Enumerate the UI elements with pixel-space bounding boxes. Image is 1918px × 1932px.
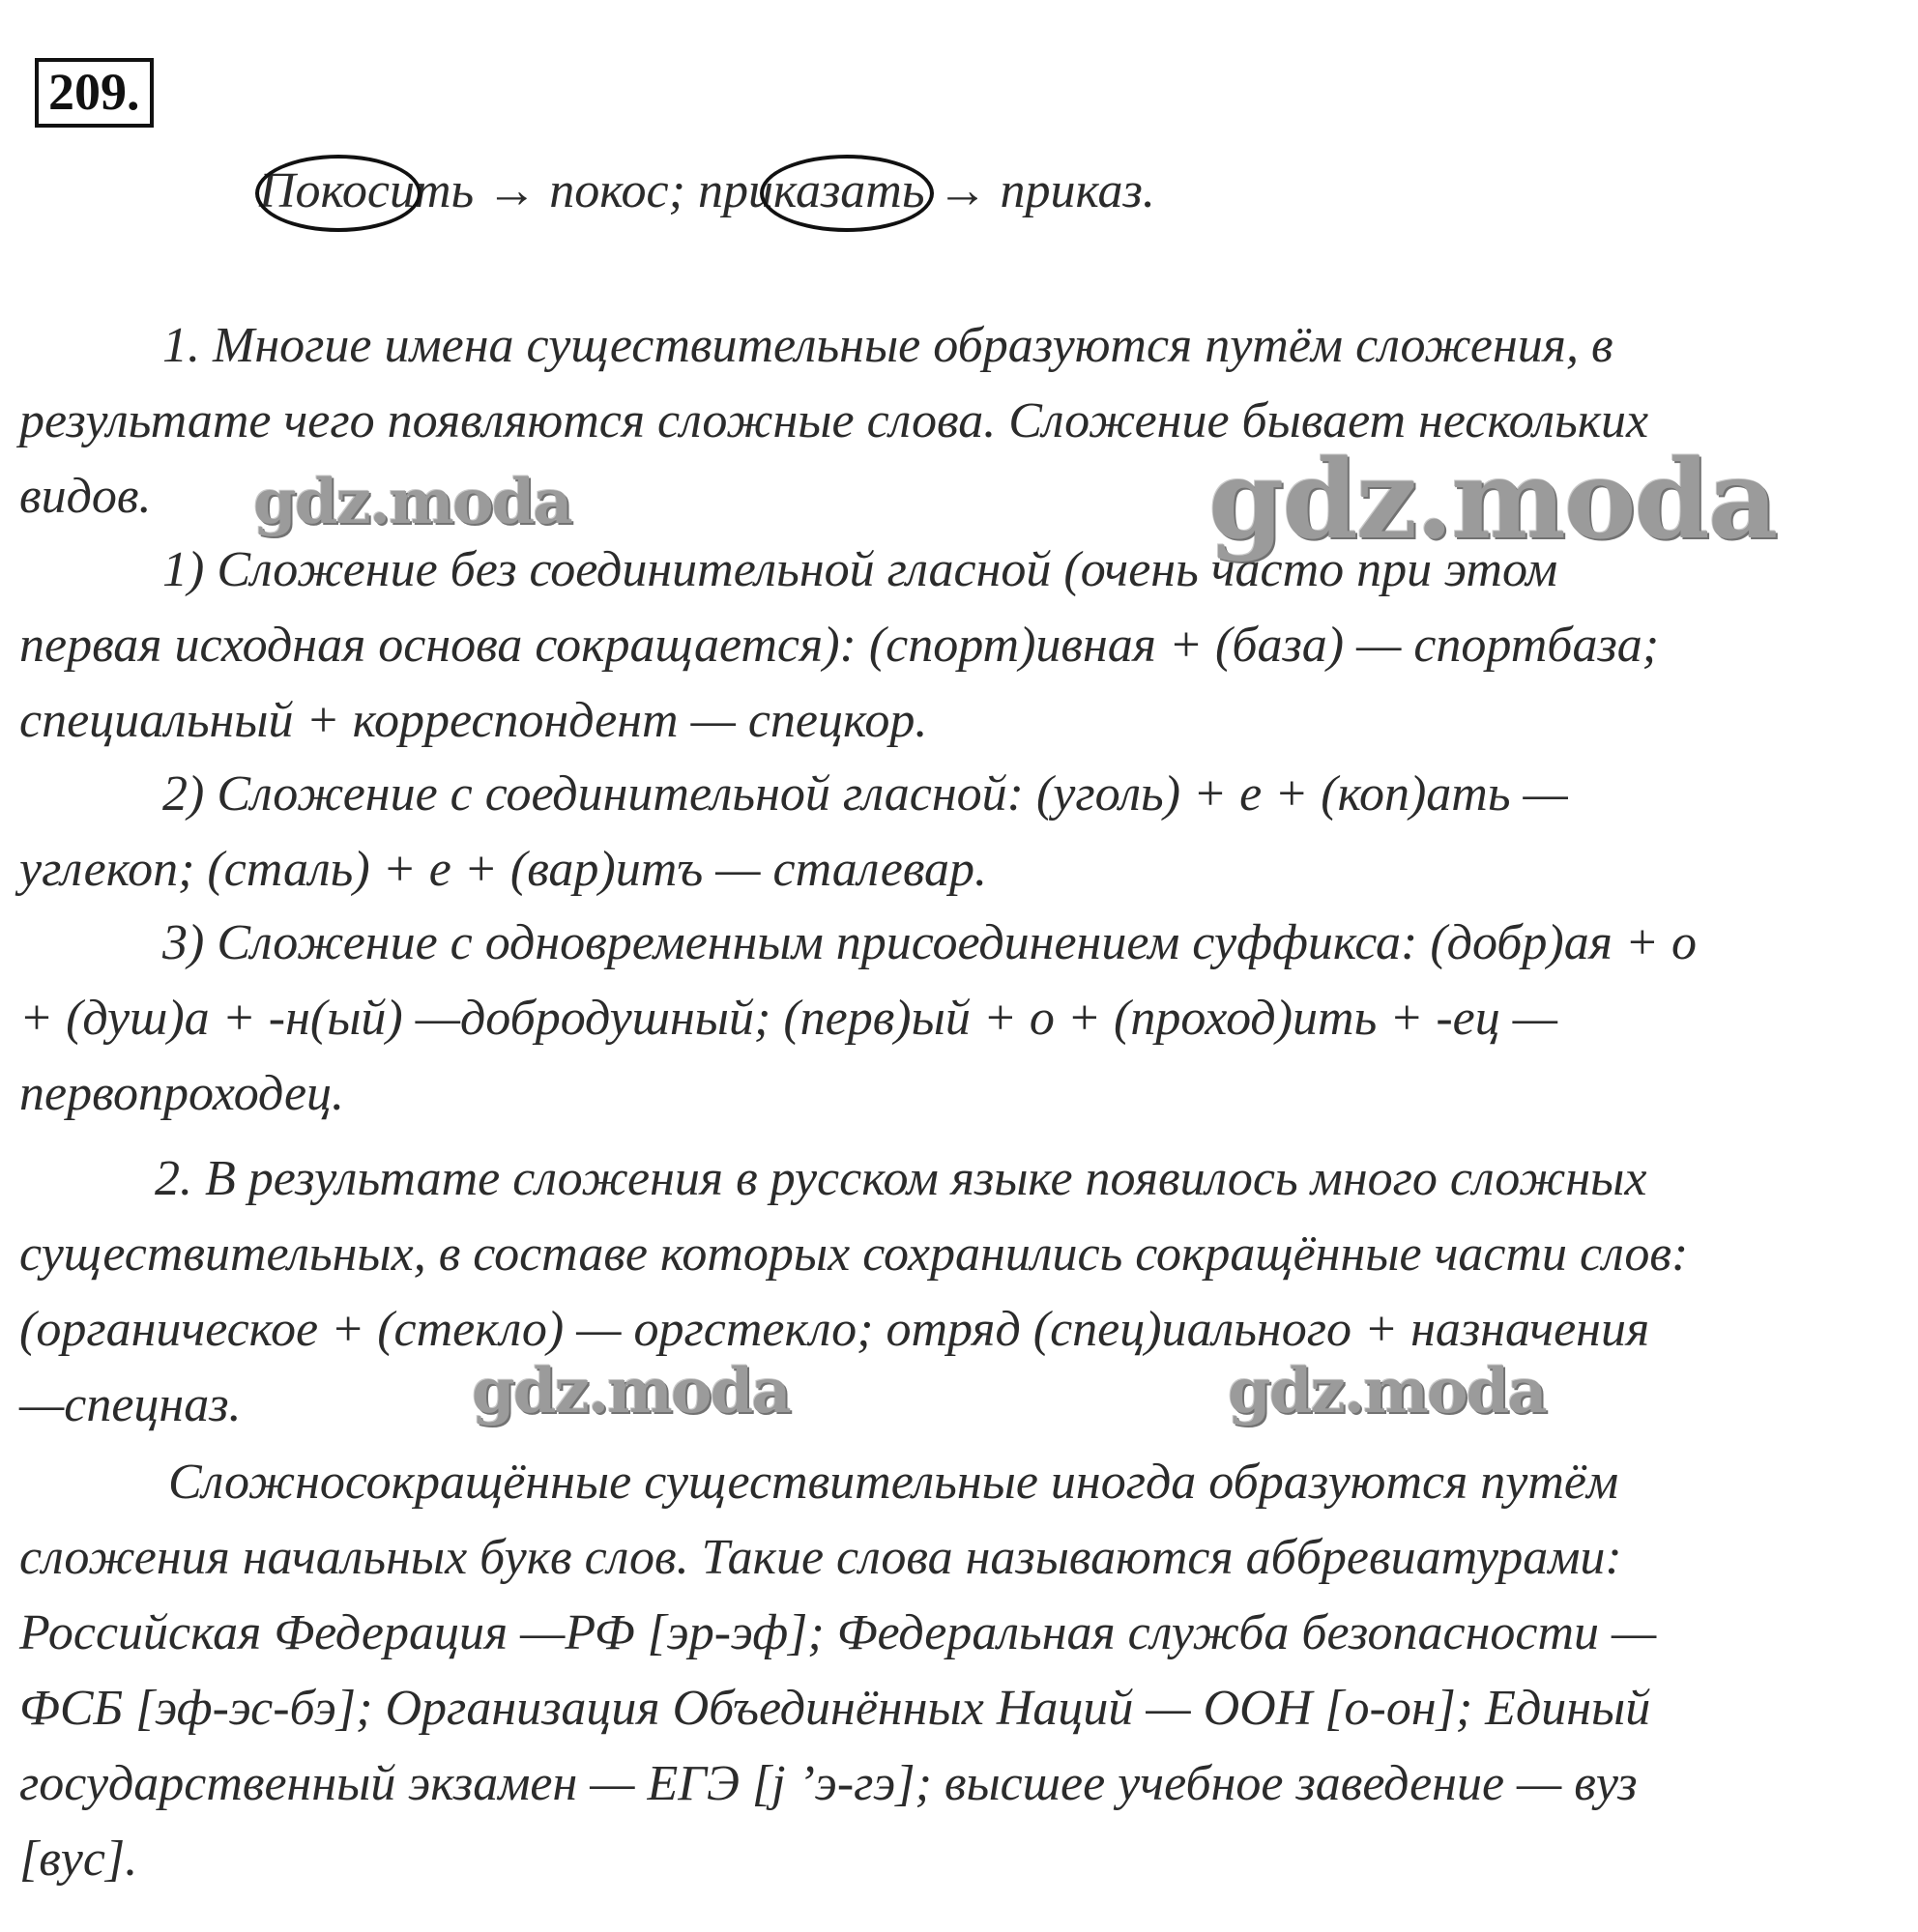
exercise-number: 209. [35, 58, 154, 128]
text-line: Российская Федерация —РФ [эр-эф]; Федеральная служба безопасности — [19, 1605, 1657, 1660]
text-line: первопроходец. [19, 1066, 345, 1121]
watermark: gdz.moda [472, 1355, 790, 1427]
text-line: видов. [19, 469, 152, 524]
watermark: gdz.moda [1208, 437, 1777, 563]
text-line: —спецназ. [19, 1377, 242, 1432]
text-line: специальный + корреспондент — спецкор. [19, 693, 928, 748]
text-line: (органическое + (стекло) — оргстекло; отряд (спец)иального + назначения [19, 1302, 1650, 1357]
text-line: 2) Сложение с соединительной гласной: (уголь) + е + (коп)ать — [162, 766, 1568, 822]
text-line: + (душ)а + -н(ый) —добродушный; (перв)ый + о + (проход)ить + -ец — [19, 991, 1557, 1046]
circled-word-pokos: Покос [259, 163, 390, 218]
ellipse-mark-1 [255, 155, 421, 232]
text-line: первая исходная основа сокращается): (спорт)ивная + (база) — спортбаза; [19, 618, 1660, 673]
circled-word-prikaz: приказ [697, 163, 841, 218]
text-line: государственный экзамен — ЕГЭ [j ’э-гэ]; высшее учебное заведение — вуз [19, 1756, 1638, 1811]
watermark: gdz.moda [253, 466, 571, 538]
watermark: gdz.moda [1228, 1355, 1546, 1427]
intro-text-1: ить → покос; [389, 163, 698, 218]
text-line: 3) Сложение с одновременным присоединением суффикса: (добр)ая + о [162, 915, 1697, 970]
text-line: углекоп; (сталь) + е + (вар)итъ — сталевар. [19, 842, 988, 897]
text-line: ФСБ [эф-эс-бэ]; Организация Объединённых Наций — ООН [о-он]; Единый [19, 1681, 1651, 1736]
text-line: сложения начальных букв слов. Такие слова называются аббревиатурами: [19, 1530, 1622, 1585]
text-line: 1) Сложение без соединительной гласной (очень часто при этом [162, 542, 1558, 597]
intro-text-2: ать → приказ. [840, 163, 1155, 218]
text-line: существительных, в составе которых сохранились сокращённые части слов: [19, 1226, 1689, 1282]
text-line: Сложносокращённые существительные иногда образуются путём [168, 1455, 1619, 1510]
ellipse-mark-2 [760, 155, 934, 232]
text-line: 1. Многие имена существительные образуются путём сложения, в [162, 318, 1613, 373]
text-line: 2. В результате сложения в русском языке появилось много сложных [155, 1151, 1647, 1206]
text-line: [вус]. [19, 1831, 138, 1887]
text-line: результате чего появляются сложные слова. Сложение бывает нескольких [19, 393, 1649, 448]
